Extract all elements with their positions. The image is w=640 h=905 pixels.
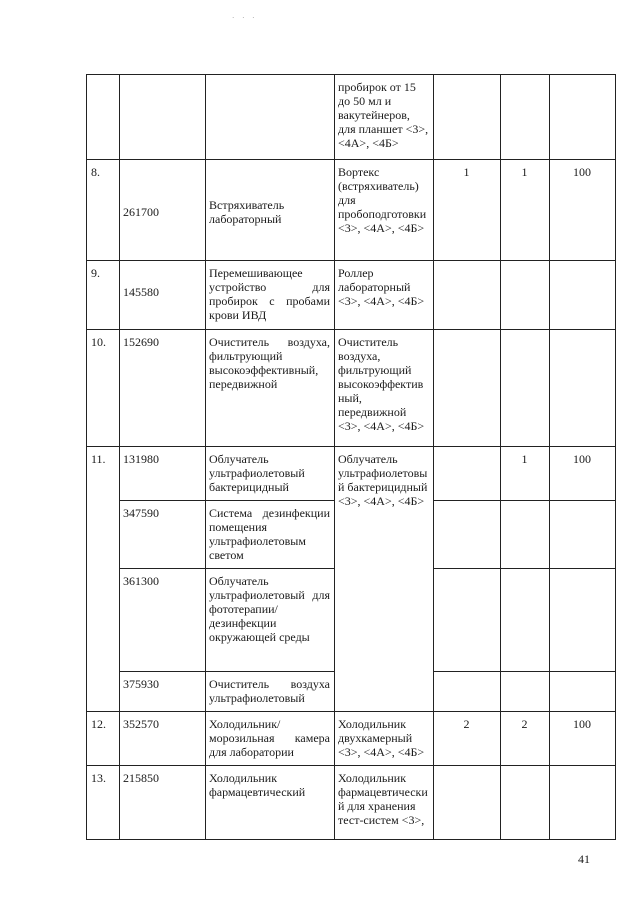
row-code: 215850 — [120, 766, 206, 840]
row-qty2: 1 — [501, 160, 550, 261]
row-number: 13. — [87, 766, 120, 840]
row-name: Встряхиватель лабораторный — [206, 160, 335, 261]
row-description: Вортекс (встряхиватель) для пробоподготовки <3>, <4А>, <4Б> — [335, 160, 434, 261]
row-name: Очиститель воздуха ультрафиолетовый — [206, 672, 335, 712]
row-percent: 100 — [550, 712, 616, 766]
row-percent — [550, 261, 616, 330]
row-name: Система дезинфекции помещения ультрафиолетовым светом — [206, 501, 335, 569]
table-row — [87, 261, 616, 330]
row-code: 375930 — [120, 672, 206, 712]
scan-speck: · · · — [232, 14, 258, 22]
row-name: Холодильник фармацевтический — [206, 766, 335, 840]
row-number: 11. — [87, 447, 120, 712]
row-number: 8. — [87, 160, 120, 261]
table-row — [87, 447, 616, 501]
row-code: 145580 — [120, 261, 206, 330]
row-description: Холодильник фармацевтический для хранения тест-систем <3>, — [335, 766, 434, 840]
row-name: Облучатель ультрафиолетовый для фототерапии/дезинфекции окружающей среды — [206, 569, 335, 672]
table-row — [87, 330, 616, 447]
row-qty1 — [434, 261, 501, 330]
row-name: Облучатель ультрафиолетовый бактерицидный — [206, 447, 335, 501]
row-qty1: 1 — [434, 160, 501, 261]
row-qty1: 2 — [434, 712, 501, 766]
row-qty2: 1 — [501, 447, 550, 501]
row-description: Холодильник двухкамерный <3>, <4А>, <4Б> — [335, 712, 434, 766]
row-code: 352570 — [120, 712, 206, 766]
row-code: 347590 — [120, 501, 206, 569]
row-number: 10. — [87, 330, 120, 447]
row-code: 131980 — [120, 447, 206, 501]
row-percent: 100 — [550, 160, 616, 261]
page-number: 41 — [578, 852, 590, 866]
row-qty1 — [434, 330, 501, 447]
row-number: 9. — [87, 261, 120, 330]
row-description: Роллер лабораторный <3>, <4А>, <4Б> — [335, 261, 434, 330]
row-code: 361300 — [120, 569, 206, 672]
table-row-continued — [87, 75, 616, 160]
row-qty2 — [501, 766, 550, 840]
table-row — [87, 160, 616, 261]
row-name: Очиститель воздуха, фильтрующий высокоэффективный, передвижной — [206, 330, 335, 447]
row-description: Очиститель воздуха, фильтрующий высокоэффективный, передвижной <3>, <4А>, <4Б> — [335, 330, 434, 447]
row-description: Облучатель ультрафиолетовый бактерицидный <3>, <4А>, <4Б> — [335, 447, 434, 712]
row-number: 12. — [87, 712, 120, 766]
row-percent — [550, 330, 616, 447]
row-code: 152690 — [120, 330, 206, 447]
row-qty1 — [434, 766, 501, 840]
row-name: Перемешивающее устройство для пробирок с пробами крови ИВД — [206, 261, 335, 330]
row-qty2 — [501, 261, 550, 330]
table-row — [87, 766, 616, 840]
row-qty1 — [434, 447, 501, 501]
row-qty2: 2 — [501, 712, 550, 766]
equipment-table — [86, 74, 616, 840]
row-qty2 — [501, 330, 550, 447]
table-row — [87, 712, 616, 766]
row-description: пробирок от 15 до 50 мл и вакутейнеров, для планшет <3>, <4А>, <4Б> — [335, 75, 434, 160]
row-percent — [550, 766, 616, 840]
row-code: 261700 — [120, 160, 206, 261]
row-percent: 100 — [550, 447, 616, 501]
row-name: Холодильник/морозильная камера для лаборатории — [206, 712, 335, 766]
